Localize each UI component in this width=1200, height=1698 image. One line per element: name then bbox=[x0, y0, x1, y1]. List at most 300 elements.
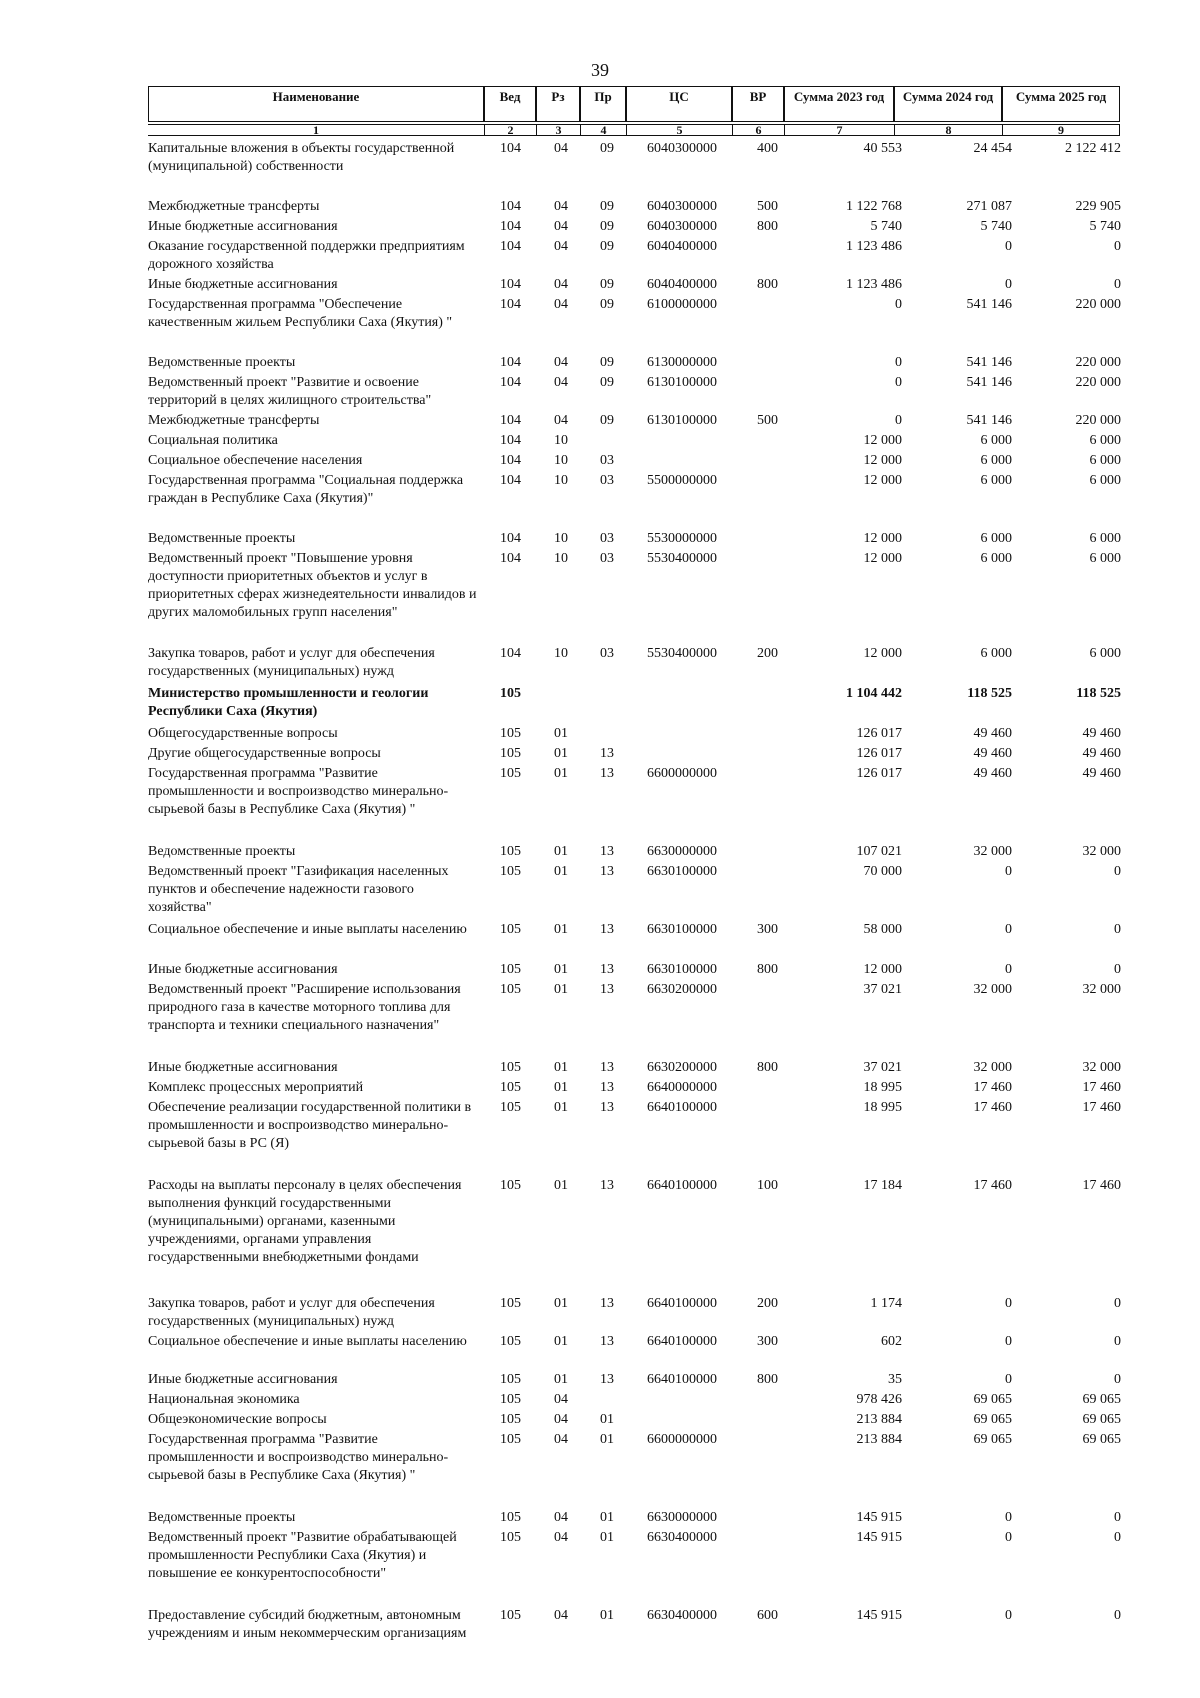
row-sum-2025: 17 460 bbox=[1082, 1178, 1121, 1193]
row-rz: 04 bbox=[554, 1530, 568, 1545]
row-sum-2024: 271 087 bbox=[966, 199, 1012, 214]
row-ved: 104 bbox=[500, 413, 521, 428]
row-sum-2024: 6 000 bbox=[980, 453, 1012, 468]
row-ved: 105 bbox=[500, 1608, 521, 1623]
row-sum-2024: 32 000 bbox=[973, 982, 1012, 997]
row-sum-2023: 0 bbox=[895, 375, 902, 390]
row-pr: 13 bbox=[600, 962, 614, 977]
row-cs: 6100000000 bbox=[647, 297, 717, 312]
row-sum-2025: 0 bbox=[1114, 864, 1121, 879]
row-sum-2024: 49 460 bbox=[973, 766, 1012, 781]
row-sum-2025: 0 bbox=[1114, 1510, 1121, 1525]
header-number-9: 9 bbox=[1002, 124, 1120, 136]
row-rz: 01 bbox=[554, 1372, 568, 1387]
row-sum-2024: 6 000 bbox=[980, 433, 1012, 448]
row-name: Министерство промышленности и геологии Республики Саха (Якутия) bbox=[148, 686, 429, 719]
row-pr: 13 bbox=[600, 844, 614, 859]
row-name: Социальное обеспечение и иные выплаты населению bbox=[148, 1334, 467, 1349]
row-vr: 800 bbox=[757, 219, 778, 234]
row-rz: 10 bbox=[554, 551, 568, 566]
row-sum-2024: 541 146 bbox=[966, 297, 1012, 312]
row-vr: 300 bbox=[757, 1334, 778, 1349]
row-sum-2024: 541 146 bbox=[966, 413, 1012, 428]
row-rz: 04 bbox=[554, 1412, 568, 1427]
row-name: Расходы на выплаты персоналу в целях обеспечения выполнения функций государственными (муниципальными) органами, казенными учреждениями, органами управления государственными внебюджетными фондами bbox=[148, 1178, 462, 1265]
row-pr: 09 bbox=[600, 277, 614, 292]
row-sum-2024: 6 000 bbox=[980, 646, 1012, 661]
row-sum-2024: 0 bbox=[1005, 1608, 1012, 1623]
row-name: Социальная политика bbox=[148, 433, 278, 448]
row-cs: 6630400000 bbox=[647, 1530, 717, 1545]
row-pr: 13 bbox=[600, 746, 614, 761]
row-pr: 13 bbox=[600, 1178, 614, 1193]
row-sum-2023: 1 174 bbox=[870, 1296, 902, 1311]
row-cs: 6600000000 bbox=[647, 766, 717, 781]
row-rz: 01 bbox=[554, 844, 568, 859]
row-pr: 09 bbox=[600, 297, 614, 312]
row-rz: 10 bbox=[554, 531, 568, 546]
row-ved: 104 bbox=[500, 433, 521, 448]
row-sum-2025: 220 000 bbox=[1075, 297, 1121, 312]
row-rz: 01 bbox=[554, 1334, 568, 1349]
row-pr: 01 bbox=[600, 1608, 614, 1623]
row-sum-2023: 145 915 bbox=[856, 1608, 902, 1623]
row-name: Ведомственный проект "Газификация населенных пунктов и обеспечение надежности газового хозяйства" bbox=[148, 864, 449, 915]
header-vr: ВР bbox=[732, 86, 784, 122]
row-sum-2024: 0 bbox=[1005, 239, 1012, 254]
row-sum-2025: 0 bbox=[1114, 922, 1121, 937]
row-rz: 01 bbox=[554, 726, 568, 741]
row-sum-2024: 49 460 bbox=[973, 746, 1012, 761]
row-pr: 13 bbox=[600, 1100, 614, 1115]
row-pr: 13 bbox=[600, 1080, 614, 1095]
row-name: Иные бюджетные ассигнования bbox=[148, 219, 338, 234]
row-ved: 105 bbox=[500, 1334, 521, 1349]
row-sum-2024: 0 bbox=[1005, 1296, 1012, 1311]
row-vr: 800 bbox=[757, 1060, 778, 1075]
row-sum-2023: 126 017 bbox=[856, 766, 902, 781]
row-ved: 105 bbox=[500, 1178, 521, 1193]
row-cs: 6040400000 bbox=[647, 239, 717, 254]
header-sum-2025: Сумма 2025 год bbox=[1002, 86, 1120, 122]
row-rz: 01 bbox=[554, 1296, 568, 1311]
row-cs: 6640100000 bbox=[647, 1296, 717, 1311]
row-sum-2024: 17 460 bbox=[973, 1100, 1012, 1115]
row-sum-2025: 118 525 bbox=[1076, 686, 1121, 701]
row-sum-2025: 32 000 bbox=[1082, 1060, 1121, 1075]
row-sum-2025: 49 460 bbox=[1082, 746, 1121, 761]
row-ved: 105 bbox=[500, 1080, 521, 1095]
row-name: Иные бюджетные ассигнования bbox=[148, 277, 338, 292]
row-sum-2023: 12 000 bbox=[863, 646, 902, 661]
row-sum-2025: 0 bbox=[1114, 1334, 1121, 1349]
row-ved: 105 bbox=[500, 1510, 521, 1525]
row-sum-2024: 0 bbox=[1005, 277, 1012, 292]
row-sum-2023: 12 000 bbox=[863, 473, 902, 488]
row-sum-2023: 145 915 bbox=[856, 1510, 902, 1525]
row-pr: 03 bbox=[600, 531, 614, 546]
row-sum-2023: 12 000 bbox=[863, 453, 902, 468]
row-sum-2024: 49 460 bbox=[973, 726, 1012, 741]
row-vr: 600 bbox=[757, 1608, 778, 1623]
row-rz: 04 bbox=[554, 297, 568, 312]
row-sum-2023: 1 123 486 bbox=[846, 239, 902, 254]
row-cs: 6600000000 bbox=[647, 1432, 717, 1447]
row-pr: 09 bbox=[600, 219, 614, 234]
row-sum-2025: 220 000 bbox=[1075, 413, 1121, 428]
row-ved: 104 bbox=[500, 141, 521, 156]
row-rz: 01 bbox=[554, 766, 568, 781]
row-sum-2023: 70 000 bbox=[863, 864, 902, 879]
row-pr: 01 bbox=[600, 1510, 614, 1525]
row-sum-2024: 32 000 bbox=[973, 844, 1012, 859]
row-ved: 105 bbox=[500, 864, 521, 879]
row-cs: 5530400000 bbox=[647, 551, 717, 566]
row-cs: 6640000000 bbox=[647, 1080, 717, 1095]
row-ved: 104 bbox=[500, 239, 521, 254]
header-rz: Рз bbox=[536, 86, 580, 122]
row-sum-2023: 12 000 bbox=[863, 962, 902, 977]
row-sum-2025: 17 460 bbox=[1082, 1100, 1121, 1115]
row-pr: 03 bbox=[600, 473, 614, 488]
row-sum-2023: 5 740 bbox=[870, 219, 902, 234]
row-rz: 04 bbox=[554, 355, 568, 370]
row-vr: 800 bbox=[757, 962, 778, 977]
row-rz: 01 bbox=[554, 1060, 568, 1075]
row-sum-2024: 69 065 bbox=[973, 1392, 1012, 1407]
row-cs: 6630100000 bbox=[647, 864, 717, 879]
row-cs: 6630100000 bbox=[647, 922, 717, 937]
row-pr: 13 bbox=[600, 1334, 614, 1349]
row-ved: 105 bbox=[500, 1060, 521, 1075]
row-rz: 10 bbox=[554, 646, 568, 661]
row-rz: 01 bbox=[554, 864, 568, 879]
row-ved: 105 bbox=[500, 686, 521, 701]
row-cs: 6040400000 bbox=[647, 277, 717, 292]
row-name: Межбюджетные трансферты bbox=[148, 413, 320, 428]
row-name: Капитальные вложения в объекты государственной (муниципальной) собственности bbox=[148, 141, 455, 174]
row-name: Государственная программа "Социальная поддержка граждан в Республике Саха (Якутия)" bbox=[148, 473, 464, 506]
row-sum-2025: 32 000 bbox=[1082, 844, 1121, 859]
row-name: Закупка товаров, работ и услуг для обеспечения государственных (муниципальных) нужд bbox=[148, 1296, 435, 1329]
row-sum-2024: 0 bbox=[1005, 1334, 1012, 1349]
row-sum-2023: 1 122 768 bbox=[846, 199, 902, 214]
row-sum-2023: 18 995 bbox=[863, 1080, 902, 1095]
row-rz: 04 bbox=[554, 277, 568, 292]
header-number-2: 2 bbox=[484, 124, 536, 136]
header-name: Наименование bbox=[148, 86, 484, 122]
row-name: Обеспечение реализации государственной политики в промышленности и воспроизводство минерально-сырьевой базы в РС (Я) bbox=[148, 1100, 472, 1151]
row-sum-2025: 6 000 bbox=[1089, 473, 1121, 488]
row-name: Государственная программа "Обеспечение качественным жильем Республики Саха (Якутия) " bbox=[148, 297, 453, 330]
row-pr: 09 bbox=[600, 375, 614, 390]
row-sum-2025: 220 000 bbox=[1075, 355, 1121, 370]
header-sum-2023: Сумма 2023 год bbox=[784, 86, 894, 122]
row-pr: 03 bbox=[600, 551, 614, 566]
row-cs: 6040300000 bbox=[647, 219, 717, 234]
row-vr: 300 bbox=[757, 922, 778, 937]
row-cs: 6630000000 bbox=[647, 1510, 717, 1525]
row-cs: 6640100000 bbox=[647, 1334, 717, 1349]
row-sum-2025: 0 bbox=[1114, 962, 1121, 977]
row-sum-2023: 978 426 bbox=[856, 1392, 902, 1407]
header-number-6: 6 bbox=[732, 124, 784, 136]
row-sum-2025: 0 bbox=[1114, 239, 1121, 254]
row-sum-2023: 0 bbox=[895, 297, 902, 312]
row-sum-2023: 17 184 bbox=[863, 1178, 902, 1193]
row-sum-2024: 541 146 bbox=[966, 355, 1012, 370]
row-sum-2025: 17 460 bbox=[1082, 1080, 1121, 1095]
row-name: Закупка товаров, работ и услуг для обеспечения государственных (муниципальных) нужд bbox=[148, 646, 435, 679]
row-sum-2025: 6 000 bbox=[1089, 646, 1121, 661]
row-vr: 200 bbox=[757, 1296, 778, 1311]
row-sum-2025: 69 065 bbox=[1082, 1392, 1121, 1407]
row-rz: 04 bbox=[554, 141, 568, 156]
row-rz: 04 bbox=[554, 199, 568, 214]
header-number-3: 3 bbox=[536, 124, 580, 136]
row-cs: 6130000000 bbox=[647, 355, 717, 370]
row-ved: 104 bbox=[500, 219, 521, 234]
row-rz: 01 bbox=[554, 1100, 568, 1115]
row-rz: 10 bbox=[554, 473, 568, 488]
row-sum-2025: 6 000 bbox=[1089, 551, 1121, 566]
row-pr: 01 bbox=[600, 1432, 614, 1447]
row-name: Межбюджетные трансферты bbox=[148, 199, 320, 214]
row-ved: 105 bbox=[500, 1296, 521, 1311]
row-cs: 6130100000 bbox=[647, 413, 717, 428]
row-sum-2023: 58 000 bbox=[863, 922, 902, 937]
row-sum-2023: 213 884 bbox=[856, 1412, 902, 1427]
row-sum-2023: 1 104 442 bbox=[846, 686, 902, 701]
row-sum-2023: 145 915 bbox=[856, 1530, 902, 1545]
row-rz: 01 bbox=[554, 1178, 568, 1193]
row-sum-2023: 126 017 bbox=[856, 746, 902, 761]
row-vr: 400 bbox=[757, 141, 778, 156]
row-sum-2025: 0 bbox=[1114, 1372, 1121, 1387]
row-pr: 09 bbox=[600, 199, 614, 214]
row-cs: 6640100000 bbox=[647, 1178, 717, 1193]
row-ved: 104 bbox=[500, 277, 521, 292]
row-sum-2024: 0 bbox=[1005, 1530, 1012, 1545]
row-ved: 105 bbox=[500, 1432, 521, 1447]
row-sum-2023: 0 bbox=[895, 413, 902, 428]
row-sum-2025: 69 065 bbox=[1082, 1412, 1121, 1427]
row-rz: 01 bbox=[554, 962, 568, 977]
row-sum-2025: 49 460 bbox=[1082, 726, 1121, 741]
row-sum-2023: 602 bbox=[881, 1334, 902, 1349]
page-number: 39 bbox=[591, 60, 609, 80]
row-vr: 800 bbox=[757, 1372, 778, 1387]
row-rz: 01 bbox=[554, 1080, 568, 1095]
row-ved: 105 bbox=[500, 982, 521, 997]
row-pr: 09 bbox=[600, 239, 614, 254]
row-rz: 04 bbox=[554, 1510, 568, 1525]
row-sum-2023: 0 bbox=[895, 355, 902, 370]
row-ved: 104 bbox=[500, 297, 521, 312]
row-sum-2025: 5 740 bbox=[1089, 219, 1121, 234]
row-ved: 104 bbox=[500, 355, 521, 370]
row-pr: 13 bbox=[600, 982, 614, 997]
row-pr: 09 bbox=[600, 141, 614, 156]
row-name: Ведомственные проекты bbox=[148, 844, 296, 859]
row-sum-2023: 40 553 bbox=[863, 141, 902, 156]
row-ved: 105 bbox=[500, 922, 521, 937]
row-name: Социальное обеспечение населения bbox=[148, 453, 363, 468]
row-sum-2024: 0 bbox=[1005, 864, 1012, 879]
row-name: Ведомственный проект "Повышение уровня доступности приоритетных объектов и услуг в приоритетных сферах жизнедеятельности инвалидов и других маломобильных групп населения" bbox=[148, 551, 477, 620]
row-rz: 04 bbox=[554, 413, 568, 428]
row-sum-2025: 229 905 bbox=[1075, 199, 1121, 214]
row-cs: 6630000000 bbox=[647, 844, 717, 859]
row-vr: 200 bbox=[757, 646, 778, 661]
row-sum-2025: 2 122 412 bbox=[1065, 141, 1121, 156]
row-name: Иные бюджетные ассигнования bbox=[148, 1372, 338, 1387]
header-number-8: 8 bbox=[894, 124, 1002, 136]
row-cs: 5530400000 bbox=[647, 646, 717, 661]
row-sum-2023: 12 000 bbox=[863, 433, 902, 448]
row-sum-2023: 1 123 486 bbox=[846, 277, 902, 292]
row-name: Предоставление субсидий бюджетным, автономным учреждениям и иным некоммерческим организациям bbox=[148, 1608, 467, 1641]
row-cs: 6640100000 bbox=[647, 1100, 717, 1115]
row-name: Ведомственный проект "Расширение использования природного газа в качестве моторного топлива для транспорта и техники специального назначения" bbox=[148, 982, 461, 1033]
row-pr: 13 bbox=[600, 1372, 614, 1387]
row-pr: 13 bbox=[600, 922, 614, 937]
row-ved: 104 bbox=[500, 473, 521, 488]
row-cs: 6630100000 bbox=[647, 962, 717, 977]
header-number-4: 4 bbox=[580, 124, 626, 136]
row-ved: 104 bbox=[500, 531, 521, 546]
row-sum-2024: 0 bbox=[1005, 922, 1012, 937]
row-sum-2025: 0 bbox=[1114, 1608, 1121, 1623]
row-sum-2023: 35 bbox=[888, 1372, 902, 1387]
row-sum-2023: 12 000 bbox=[863, 551, 902, 566]
row-name: Социальное обеспечение и иные выплаты населению bbox=[148, 922, 467, 937]
row-ved: 105 bbox=[500, 1100, 521, 1115]
header-pr: Пр bbox=[580, 86, 626, 122]
row-rz: 04 bbox=[554, 375, 568, 390]
row-name: Ведомственный проект "Развитие и освоение территорий в целях жилищного строительства" bbox=[148, 375, 432, 408]
row-sum-2024: 5 740 bbox=[980, 219, 1012, 234]
row-name: Иные бюджетные ассигнования bbox=[148, 1060, 338, 1075]
row-pr: 03 bbox=[600, 646, 614, 661]
row-sum-2023: 12 000 bbox=[863, 531, 902, 546]
row-pr: 13 bbox=[600, 1296, 614, 1311]
header-number-1: 1 bbox=[148, 124, 484, 136]
row-sum-2024: 17 460 bbox=[973, 1080, 1012, 1095]
row-sum-2023: 18 995 bbox=[863, 1100, 902, 1115]
row-rz: 04 bbox=[554, 239, 568, 254]
row-ved: 105 bbox=[500, 746, 521, 761]
row-name: Оказание государственной поддержки предприятиям дорожного хозяйства bbox=[148, 239, 465, 272]
row-pr: 01 bbox=[600, 1412, 614, 1427]
row-ved: 105 bbox=[500, 844, 521, 859]
row-cs: 5500000000 bbox=[647, 473, 717, 488]
row-sum-2025: 0 bbox=[1114, 1296, 1121, 1311]
row-vr: 800 bbox=[757, 277, 778, 292]
row-name: Иные бюджетные ассигнования bbox=[148, 962, 338, 977]
row-sum-2025: 6 000 bbox=[1089, 531, 1121, 546]
row-name: Ведомственный проект "Развитие обрабатывающей промышленности Республики Саха (Якутия) и повышение ее конкурентоспособности" bbox=[148, 1530, 457, 1581]
row-ved: 105 bbox=[500, 766, 521, 781]
row-ved: 105 bbox=[500, 1372, 521, 1387]
header-number-5: 5 bbox=[626, 124, 732, 136]
header-number-7: 7 bbox=[784, 124, 894, 136]
row-sum-2025: 6 000 bbox=[1089, 433, 1121, 448]
row-sum-2024: 24 454 bbox=[973, 141, 1012, 156]
row-sum-2025: 32 000 bbox=[1082, 982, 1121, 997]
row-name: Другие общегосударственные вопросы bbox=[148, 746, 381, 761]
row-cs: 6630200000 bbox=[647, 982, 717, 997]
row-name: Ведомственные проекты bbox=[148, 355, 296, 370]
row-rz: 04 bbox=[554, 219, 568, 234]
row-sum-2023: 213 884 bbox=[856, 1432, 902, 1447]
row-name: Государственная программа "Развитие промышленности и воспроизводство минерально-сырьевой базы в Республике Саха (Якутия) " bbox=[148, 1432, 449, 1483]
table-header bbox=[148, 86, 1120, 136]
row-sum-2025: 220 000 bbox=[1075, 375, 1121, 390]
row-sum-2024: 6 000 bbox=[980, 473, 1012, 488]
row-sum-2024: 0 bbox=[1005, 1372, 1012, 1387]
row-vr: 500 bbox=[757, 199, 778, 214]
row-sum-2025: 69 065 bbox=[1082, 1432, 1121, 1447]
row-sum-2024: 0 bbox=[1005, 962, 1012, 977]
row-ved: 105 bbox=[500, 1530, 521, 1545]
row-ved: 104 bbox=[500, 375, 521, 390]
row-name: Ведомственные проекты bbox=[148, 1510, 296, 1525]
row-rz: 01 bbox=[554, 746, 568, 761]
row-sum-2024: 69 065 bbox=[973, 1432, 1012, 1447]
row-ved: 105 bbox=[500, 1412, 521, 1427]
row-name: Национальная экономика bbox=[148, 1392, 300, 1407]
row-name: Ведомственные проекты bbox=[148, 531, 296, 546]
row-rz: 10 bbox=[554, 453, 568, 468]
row-name: Комплекс процессных мероприятий bbox=[148, 1080, 364, 1095]
row-name: Государственная программа "Развитие промышленности и воспроизводство минерально-сырьевой базы в Республике Саха (Якутия) " bbox=[148, 766, 449, 817]
row-pr: 09 bbox=[600, 413, 614, 428]
row-name: Общегосударственные вопросы bbox=[148, 726, 338, 741]
row-sum-2024: 118 525 bbox=[967, 686, 1012, 701]
row-cs: 6640100000 bbox=[647, 1372, 717, 1387]
row-ved: 104 bbox=[500, 646, 521, 661]
row-sum-2025: 49 460 bbox=[1082, 766, 1121, 781]
row-ved: 105 bbox=[500, 962, 521, 977]
row-sum-2024: 0 bbox=[1005, 1510, 1012, 1525]
row-vr: 500 bbox=[757, 413, 778, 428]
row-sum-2024: 32 000 bbox=[973, 1060, 1012, 1075]
row-rz: 01 bbox=[554, 982, 568, 997]
row-pr: 13 bbox=[600, 766, 614, 781]
row-rz: 04 bbox=[554, 1432, 568, 1447]
row-sum-2024: 541 146 bbox=[966, 375, 1012, 390]
row-cs: 6630400000 bbox=[647, 1608, 717, 1623]
row-sum-2023: 107 021 bbox=[856, 844, 902, 859]
row-vr: 100 bbox=[757, 1178, 778, 1193]
row-rz: 04 bbox=[554, 1392, 568, 1407]
row-sum-2023: 37 021 bbox=[863, 982, 902, 997]
row-name: Общеэкономические вопросы bbox=[148, 1412, 327, 1427]
row-pr: 01 bbox=[600, 1530, 614, 1545]
row-ved: 104 bbox=[500, 551, 521, 566]
row-cs: 6040300000 bbox=[647, 199, 717, 214]
row-rz: 01 bbox=[554, 922, 568, 937]
row-cs: 6630200000 bbox=[647, 1060, 717, 1075]
row-ved: 105 bbox=[500, 1392, 521, 1407]
row-sum-2024: 17 460 bbox=[973, 1178, 1012, 1193]
row-sum-2024: 69 065 bbox=[973, 1412, 1012, 1427]
header-sum-2024: Сумма 2024 год bbox=[894, 86, 1002, 122]
row-cs: 6040300000 bbox=[647, 141, 717, 156]
row-cs: 6130100000 bbox=[647, 375, 717, 390]
row-rz: 10 bbox=[554, 433, 568, 448]
